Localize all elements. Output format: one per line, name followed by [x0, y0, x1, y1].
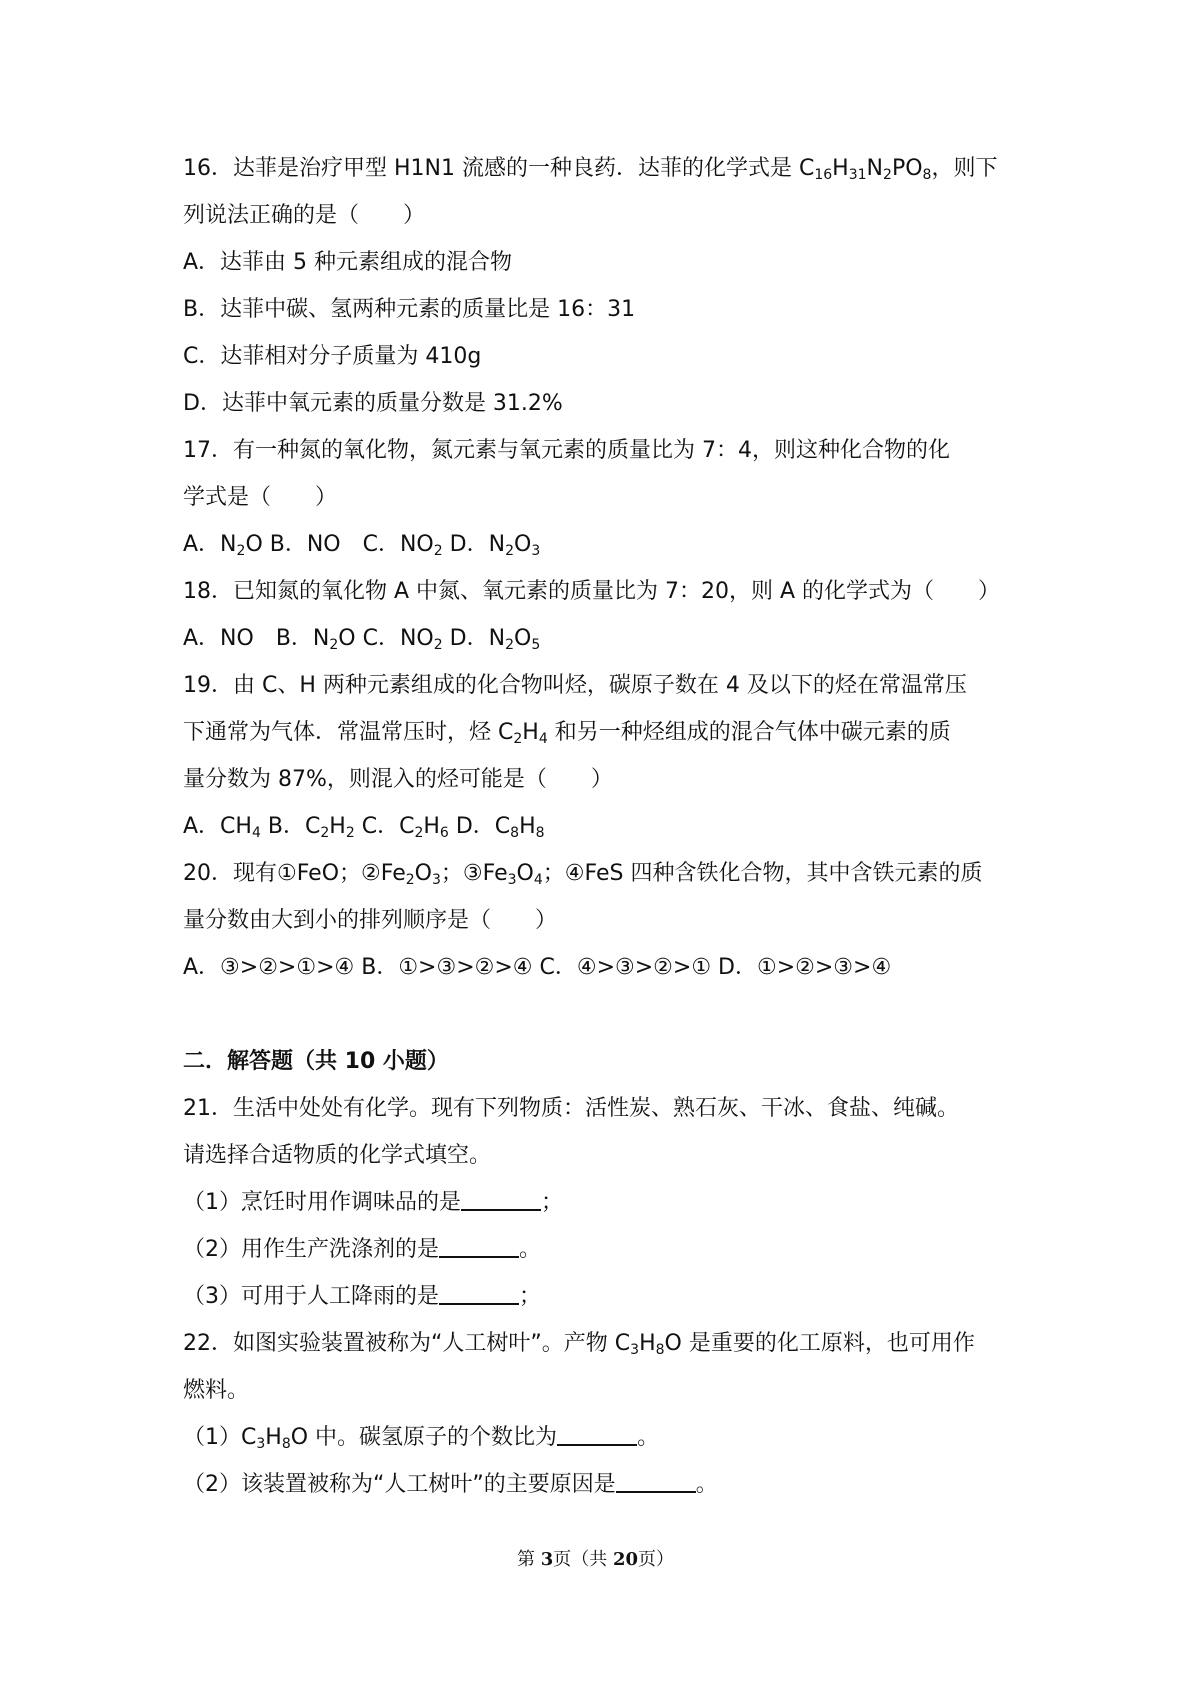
question-20-line-2: 量分数由大到小的排列顺序是（ ）: [183, 908, 558, 933]
text: O 中。碳氢原子的个数比为: [290, 1425, 558, 1450]
text: （3）可用于人工降雨的是: [183, 1284, 439, 1309]
text: 页）: [638, 1549, 675, 1570]
text: O: [514, 532, 532, 557]
text: H: [522, 720, 539, 745]
question-21-part-3: [183, 1273, 1023, 1320]
subscript: 2: [414, 825, 424, 841]
page-number: 3: [540, 1549, 554, 1570]
total-pages: 20: [612, 1549, 639, 1570]
question-18-line-1: 18．已知氮的氧化物 A 中氮、氧元素的质量比为 7：20，则 A 的化学式为（ ）: [183, 579, 1001, 604]
text: 。: [637, 1425, 660, 1450]
subscript: 2: [505, 543, 514, 559]
subscript: 8: [510, 825, 520, 841]
text: H: [329, 814, 346, 839]
subscript: 4: [251, 825, 261, 841]
text: A．CH: [183, 814, 252, 839]
subscript: 8: [535, 825, 545, 841]
text: D．C: [448, 814, 511, 839]
subscript: 2: [505, 637, 514, 653]
text: ；④FeS 四种含铁化合物，其中含铁元素的质: [542, 861, 983, 886]
subscript: 31: [848, 167, 867, 183]
text: 22．如图实验装置被称为“人工树叶”。产物 C: [183, 1331, 631, 1356]
subscript: 3: [256, 1436, 266, 1452]
text: O: [514, 626, 532, 651]
question-16-option-a: A．达菲由 5 种元素组成的混合物: [183, 250, 513, 275]
question-content: [183, 145, 1023, 1508]
question-22-part-1: [183, 1414, 1023, 1461]
text: PO: [891, 156, 923, 181]
answer-blank[interactable]: [557, 1426, 637, 1446]
subscript: 2: [329, 637, 339, 653]
text: C．C: [354, 814, 415, 839]
answer-blank[interactable]: [461, 1191, 541, 1211]
answer-blank[interactable]: [439, 1238, 519, 1258]
question-17-line-2: 学式是（ ）: [183, 485, 338, 510]
text: ，则下: [931, 156, 998, 181]
subscript: 4: [533, 872, 543, 888]
question-17-line-1: 17．有一种氮的氧化物，氮元素与氧元素的质量比为 7：4，则这种化合物的化: [183, 438, 950, 463]
question-19-line-1: 19．由 C、H 两种元素组成的化合物叫烃，碳原子数在 4 及以下的烃在常温常压: [183, 673, 967, 698]
text: （1）C: [183, 1425, 257, 1450]
question-19-options: [183, 803, 1023, 850]
subscript: 2: [345, 825, 355, 841]
question-16-option-b: B．达菲中碳、氢两种元素的质量比是 16：31: [183, 297, 636, 322]
text: 第: [516, 1549, 541, 1570]
text: H: [265, 1425, 282, 1450]
text: ；③Fe: [440, 861, 508, 886]
question-18-options: [183, 615, 1023, 662]
subscript: 3: [507, 872, 517, 888]
text: H: [423, 814, 440, 839]
question-16-option-d: D．达菲中氧元素的质量分数是 31.2%: [183, 391, 563, 416]
question-16-option-c: C．达菲相对分子质量为 410g: [183, 344, 482, 369]
question-17-options: [183, 521, 1023, 568]
text: 下通常为气体．常温常压时，烃 C: [183, 720, 514, 745]
question-19-line-3: 量分数为 87%，则混入的烃可能是（ ）: [183, 767, 613, 792]
text: A．NO B．N: [183, 626, 330, 651]
subscript: 2: [513, 731, 523, 747]
text: （2）该装置被称为“人工树叶”的主要原因是: [183, 1472, 616, 1497]
subscript: 3: [531, 543, 541, 559]
section-heading: 二．解答题（共 10 小题）: [183, 1049, 449, 1074]
subscript: 8: [655, 1342, 665, 1358]
question-21-part-2: [183, 1226, 1023, 1273]
text: D．N: [442, 626, 506, 651]
text: 和另一种烃组成的混合气体中碳元素的质: [547, 720, 951, 745]
answer-blank[interactable]: [616, 1473, 696, 1493]
text: ；: [541, 1190, 564, 1215]
text: （1）烹饪时用作调味品的是: [183, 1190, 461, 1215]
subscript: 8: [281, 1436, 291, 1452]
text: H: [639, 1331, 656, 1356]
text: H: [519, 814, 536, 839]
subscript: 2: [433, 543, 443, 559]
question-22-line-2: 燃料。: [183, 1378, 250, 1403]
text: 。: [519, 1237, 542, 1262]
text: N: [866, 156, 884, 181]
subscript: 6: [439, 825, 449, 841]
question-22-line-1: [183, 1320, 1023, 1367]
text: D．N: [442, 532, 506, 557]
subscript: 3: [431, 872, 441, 888]
text: 页（共: [553, 1549, 613, 1570]
subscript: 2: [236, 543, 246, 559]
text: O C．NO: [338, 626, 434, 651]
text: （2）用作生产洗涤剂的是: [183, 1237, 439, 1262]
subscript: 8: [922, 167, 932, 183]
question-22-part-2: [183, 1461, 1023, 1508]
question-20-line-1: [183, 850, 1023, 897]
question-16-line-2: 列说法正确的是（ ）: [183, 203, 426, 228]
page-footer: [0, 1545, 1191, 1571]
text: A．N: [183, 532, 237, 557]
text: O B．NO C．NO: [245, 532, 434, 557]
text: 16．达菲是治疗甲型 H1N1 流感的一种良药．达菲的化学式是 C: [183, 156, 815, 181]
subscript: 2: [433, 637, 443, 653]
question-21-part-1: [183, 1179, 1023, 1226]
subscript: 16: [814, 167, 833, 183]
text: O 是重要的化工原料，也可用作: [664, 1331, 975, 1356]
text: 。: [695, 1472, 718, 1497]
subscript: 2: [883, 167, 892, 183]
answer-blank[interactable]: [439, 1285, 519, 1305]
question-16-line-1: [183, 145, 1023, 192]
subscript: 2: [320, 825, 330, 841]
subscript: 3: [630, 1342, 640, 1358]
question-20-options: A．③>②>①>④ B．①>③>②>④ C．④>③>②>① D．①>②>③>④: [183, 955, 892, 980]
text: B．C: [260, 814, 321, 839]
text: 20．现有①FeO；②Fe: [183, 861, 406, 886]
subscript: 4: [538, 731, 548, 747]
subscript: 5: [531, 637, 541, 653]
text: O: [516, 861, 534, 886]
text: H: [832, 156, 849, 181]
text: ；: [519, 1284, 542, 1309]
text: O: [414, 861, 432, 886]
question-21-line-1: 21．生活中处处有化学。现有下列物质：活性炭、熟石灰、干冰、食盐、纯碱。: [183, 1096, 959, 1121]
question-19-line-2: [183, 709, 1023, 756]
question-21-line-2: 请选择合适物质的化学式填空。: [183, 1143, 492, 1168]
subscript: 2: [405, 872, 415, 888]
